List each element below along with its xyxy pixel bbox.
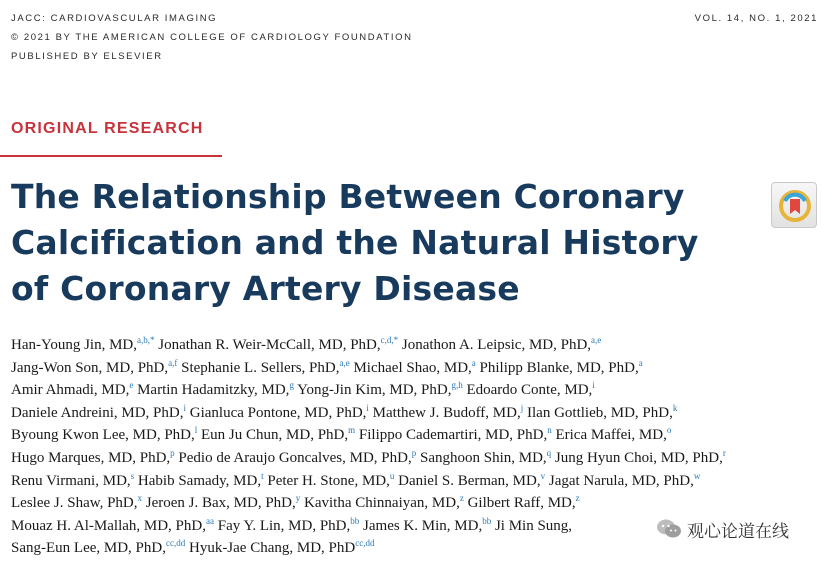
author-line: [11, 379, 823, 402]
author: [554, 447, 726, 466]
author-line: [11, 402, 823, 425]
affiliation-link[interactable]: r: [722, 447, 726, 458]
affiliation-link[interactable]: t: [261, 470, 264, 481]
author-line: [11, 334, 823, 357]
affiliation-link[interactable]: v: [540, 470, 546, 481]
author: [11, 402, 186, 421]
author-name: Stephanie L. Sellers, PhD,: [181, 359, 340, 376]
author-name: Yong-Jin Kim, MD, PhD,: [297, 382, 452, 399]
author-name: Ilan Gottlieb, MD, PhD,: [527, 404, 673, 421]
section-divider: [0, 155, 222, 157]
author-name: Erica Maffei, MD,: [555, 427, 667, 444]
author-name: Jeroen J. Bax, MD, PhD,: [145, 495, 296, 512]
author-name: Gilbert Raff, MD,: [467, 495, 576, 512]
author: [359, 427, 552, 443]
watermark-text: 观心论道在线: [687, 521, 789, 542]
author-name: Mouaz H. Al-Mallah, MD, PhD,: [11, 517, 206, 534]
affiliation-link[interactable]: g,h: [451, 380, 463, 391]
author-name: Daniel S. Berman, MD,: [398, 472, 541, 489]
author-name: Jonathon A. Leipsic, MD, PhD,: [401, 337, 592, 353]
author-name: Amir Ahmadi, MD,: [11, 382, 130, 399]
author: [468, 495, 580, 511]
affiliation-link[interactable]: j: [520, 402, 524, 413]
author: [11, 427, 197, 443]
crossmark-icon: [778, 189, 812, 223]
affiliation-link[interactable]: a: [638, 357, 643, 368]
affiliation-link[interactable]: bb: [482, 515, 492, 526]
author: [201, 427, 355, 443]
author: [11, 357, 178, 376]
author-name: Sanghoon Shin, MD,: [419, 449, 547, 466]
author: [181, 357, 350, 376]
author-name: Filippo Cademartiri, MD, PhD,: [358, 427, 548, 444]
affiliation-link[interactable]: a,e: [591, 335, 602, 345]
author-name: Matthew J. Budoff, MD,: [372, 404, 521, 421]
author: [297, 382, 463, 398]
author: [398, 470, 546, 489]
author-name: Hyuk-Jae Chang, MD, PhD: [188, 540, 356, 557]
author: [189, 540, 375, 556]
author-name: Sang-Eun Lee, MD, PhD,: [11, 540, 166, 557]
journal-copyright: © 2021 BY THE AMERICAN COLLEGE OF CARDIOLOGY FOUNDATION: [11, 32, 413, 43]
affiliation-link[interactable]: aa: [206, 515, 214, 526]
affiliation-link[interactable]: x: [137, 493, 143, 504]
author-name: Hugo Marques, MD, PhD,: [11, 449, 171, 466]
author: [189, 402, 369, 421]
affiliation-link[interactable]: e: [129, 380, 134, 391]
affiliation-link[interactable]: g: [289, 380, 294, 391]
author-name: Leslee J. Shaw, PhD,: [11, 495, 138, 512]
author-name: Michael Shao, MD,: [353, 359, 472, 376]
author: [267, 470, 395, 489]
author: [11, 470, 135, 489]
author-name: Kavitha Chinnaiyan, MD,: [304, 495, 460, 512]
author: [527, 402, 678, 421]
author: [11, 382, 133, 398]
crossmark-button[interactable]: [771, 182, 817, 228]
affiliation-link[interactable]: o: [666, 425, 672, 436]
journal-issue: VOL. 14, NO. 1, 2021: [694, 13, 818, 24]
author: [363, 515, 492, 534]
author: [11, 337, 155, 353]
author-name: Han-Young Jin, MD,: [11, 337, 137, 353]
author: [419, 447, 552, 466]
author: [11, 495, 142, 511]
affiliation-link[interactable]: a,b,*: [137, 335, 155, 345]
affiliation-link[interactable]: z: [459, 493, 464, 504]
affiliation-link[interactable]: s: [130, 470, 135, 481]
article-title: The Relationship Between Coronary Calcification and the Natural History of Coronary Artery Disease: [11, 177, 699, 308]
author: [548, 470, 701, 489]
author: [137, 382, 294, 398]
author-name: Pedio de Araujo Goncalves, MD, PhD,: [178, 449, 412, 466]
journal-publisher: PUBLISHED BY ELSEVIER: [11, 51, 163, 62]
author: [495, 518, 572, 534]
author-name: Edoardo Conte, MD,: [466, 382, 593, 399]
affiliation-link[interactable]: q: [546, 447, 552, 458]
author: [372, 402, 524, 421]
author-line: [11, 424, 823, 447]
author-name: James K. Min, MD,: [363, 517, 483, 534]
affiliation-link[interactable]: cc,dd: [355, 538, 375, 549]
author: [146, 495, 301, 511]
affiliation-link[interactable]: l: [194, 425, 198, 436]
affiliation-link[interactable]: y: [295, 493, 301, 504]
author: [555, 427, 671, 443]
affiliation-link[interactable]: i: [366, 402, 369, 413]
affiliation-link[interactable]: i: [183, 402, 186, 413]
affiliation-link[interactable]: z: [575, 493, 580, 504]
affiliation-link[interactable]: i: [592, 380, 595, 391]
author-name: Ji Min Sung,: [494, 517, 573, 534]
affiliation-link[interactable]: p: [170, 447, 175, 458]
author: [11, 447, 175, 466]
watermark: [652, 514, 793, 544]
affiliation-link[interactable]: bb: [350, 515, 360, 526]
author-line: [11, 492, 823, 515]
author-name: Byoung Kwon Lee, MD, PhD,: [11, 427, 195, 444]
author-name: Fay Y. Lin, MD, PhD,: [217, 517, 351, 534]
author: [402, 337, 601, 353]
author-name: Renu Virmani, MD,: [11, 472, 131, 489]
author-name: Jung Hyun Choi, MD, PhD,: [554, 449, 723, 466]
affiliation-link[interactable]: c,d,*: [380, 335, 399, 345]
author: [353, 357, 476, 376]
section-label: ORIGINAL RESEARCH: [11, 120, 204, 137]
affiliation-link[interactable]: a: [471, 357, 476, 368]
affiliation-link[interactable]: n: [547, 425, 552, 436]
author: [11, 515, 214, 534]
author: [178, 447, 417, 466]
author-name: Jagat Narula, MD, PhD,: [548, 472, 694, 489]
author-line: [11, 447, 823, 470]
affiliation-link[interactable]: w: [693, 470, 701, 481]
author: [11, 540, 185, 556]
author-name: Daniele Andreini, MD, PhD,: [11, 404, 184, 421]
author-line: [11, 357, 823, 380]
journal-info: [11, 9, 413, 66]
author: [137, 470, 264, 489]
author-name: Eun Ju Chun, MD, PhD,: [201, 427, 349, 444]
affiliation-link[interactable]: k: [672, 402, 678, 413]
journal-name: JACC: CARDIOVASCULAR IMAGING: [11, 13, 218, 24]
affiliation-link[interactable]: p: [411, 447, 417, 458]
author: [304, 495, 464, 511]
affiliation-link[interactable]: a,e: [339, 357, 350, 368]
affiliation-link[interactable]: cc,dd: [165, 538, 186, 549]
author-name: Habib Samady, MD,: [137, 472, 262, 489]
author: [158, 337, 398, 353]
affiliation-link[interactable]: a,f: [168, 357, 178, 368]
author: [479, 357, 643, 376]
wechat-icon: [656, 518, 682, 540]
author-name: Martin Hadamitzky, MD,: [137, 382, 290, 399]
author: [466, 382, 594, 398]
affiliation-link[interactable]: m: [348, 425, 356, 436]
author: [217, 515, 360, 534]
author-name: Gianluca Pontone, MD, PhD,: [189, 404, 367, 421]
author-line: [11, 470, 823, 493]
author-name: Jonathan R. Weir-McCall, MD, PhD,: [158, 337, 381, 353]
author-name: Peter H. Stone, MD,: [267, 472, 390, 489]
affiliation-link[interactable]: u: [389, 470, 395, 481]
author-name: Philipp Blanke, MD, PhD,: [479, 359, 639, 376]
author-name: Jang-Won Son, MD, PhD,: [11, 359, 169, 376]
